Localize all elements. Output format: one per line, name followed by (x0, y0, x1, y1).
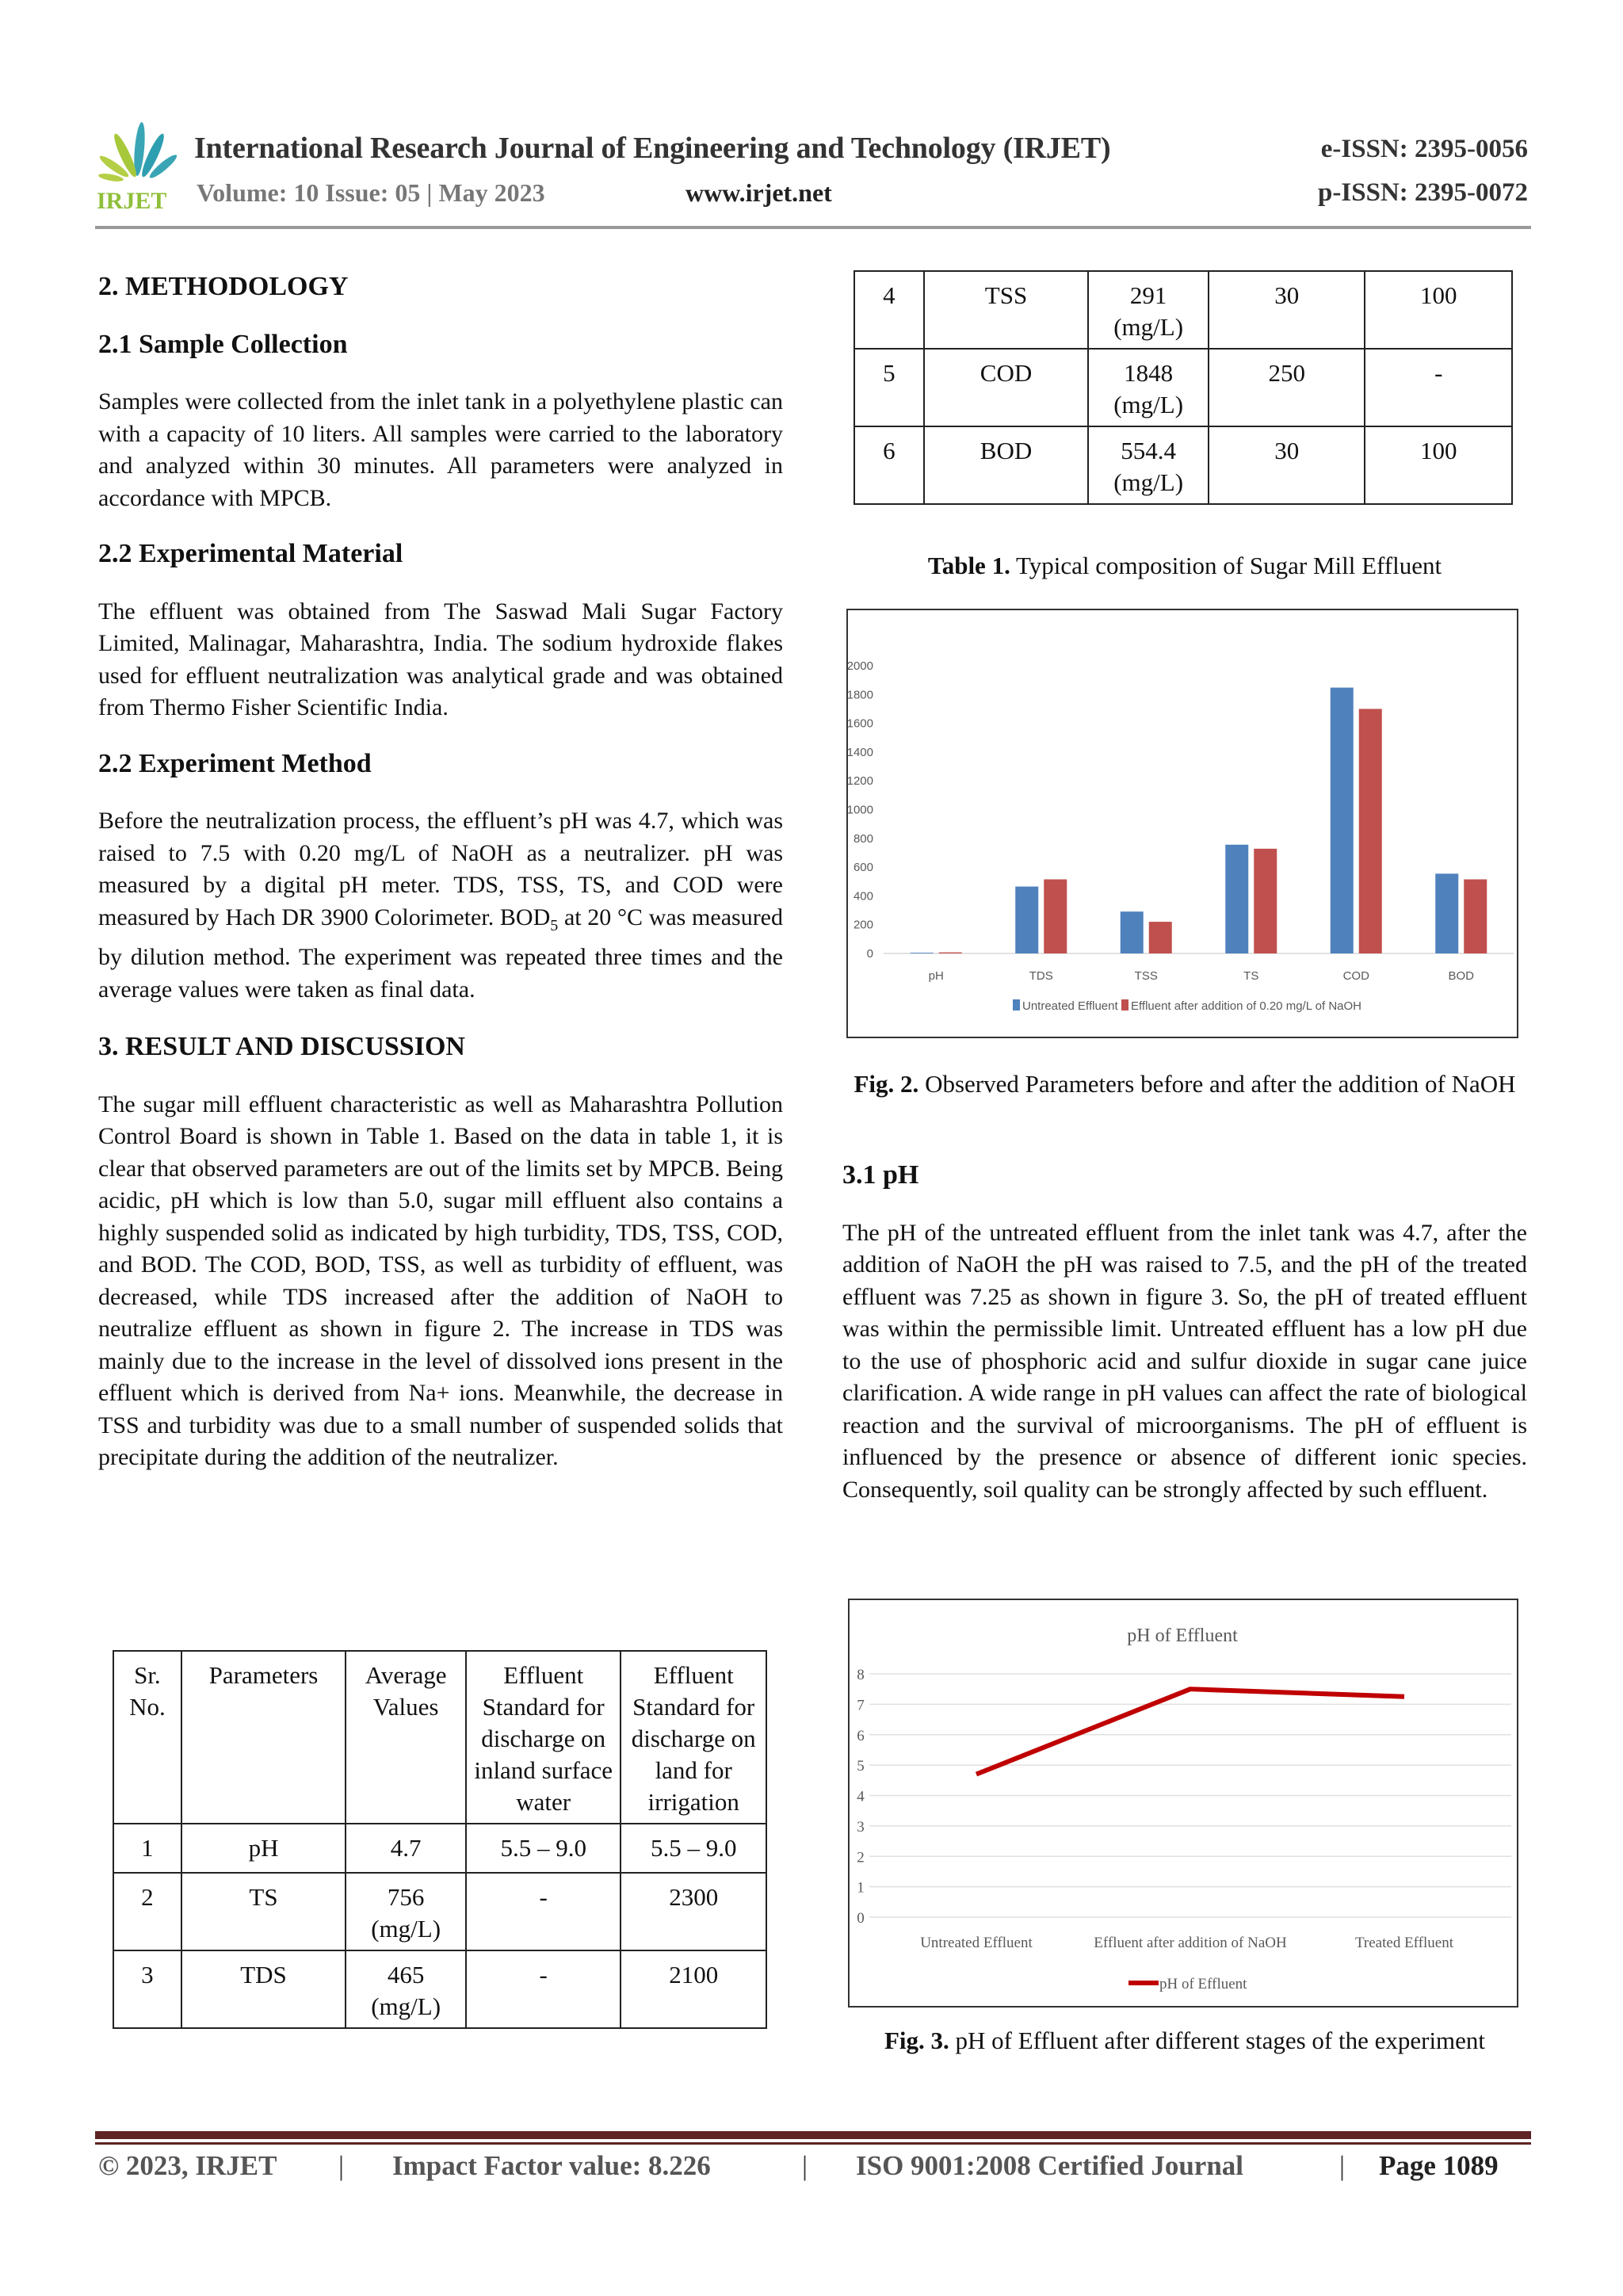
caption-label: Fig. 3. (884, 2027, 949, 2054)
y-tick-label: 0 (866, 947, 873, 961)
cell-avg (346, 1824, 466, 1873)
journal-website[interactable]: www.irjet.net (685, 178, 832, 207)
x-tick-label: TDS (1029, 969, 1053, 983)
paragraph-results: The sugar mill effluent characteristic as well as Maharashtra Pollution Control Board is shown in Table 1. Based on the data in table 1, it is clear that observed parameters are out of the limits set by MPCB. Being acidic, pH which is low than 5.0, sugar mill effluent also contains a highly suspended solid as indicated by high turbidity, TDS, TSS, COD, and BOD. The COD, BOD, TSS, as well as turbidity of effluent, was decreased, while TDS increased after the addition of NaOH to neutralize effluent as shown in figure 2. The increase in TDS was mainly due to the increase in the level of dissolved ions present in the effluent which is derived from Na+ ions. Meanwhile, the decrease in TSS and turbidity was due to a small number of suspended solids that precipitate during the addition of the neutralizer. (98, 1091, 783, 1470)
y-tick-label: 200 (853, 918, 873, 932)
x-tick-label: TSS (1134, 969, 1158, 983)
table-row (113, 1824, 766, 1873)
cell-param: TSS (924, 271, 1088, 349)
bar-ts-naoh (1254, 849, 1277, 953)
bar-tss-untreated (1121, 911, 1144, 953)
cell-param: BOD (924, 426, 1088, 504)
caption-text: Observed Parameters before and after the addition of NaOH (918, 1070, 1516, 1098)
cell-sr: 6 (854, 426, 924, 504)
bar-tds-untreated (1015, 887, 1038, 953)
x-tick-label: Untreated Effluent (920, 1935, 1033, 1951)
y-tick-label: 3 (857, 1818, 865, 1836)
bar-tds-naoh (1044, 880, 1067, 953)
legend-swatch (1121, 999, 1128, 1010)
legend-label: Untreated Effluent (1022, 999, 1118, 1013)
avg-unit: (mg/L) (371, 1915, 441, 1943)
bar-cod-naoh (1359, 709, 1382, 953)
caption-text: Typical composition of Sugar Mill Effluent (1010, 552, 1442, 579)
table-row (854, 426, 1512, 504)
volume-info: Volume: 10 Issue: 05 | May 2023 (197, 178, 545, 207)
caption-label: Table 1. (927, 552, 1010, 579)
irjet-logo (94, 117, 181, 212)
section-title-results: 3. RESULT AND DISCUSSION (98, 1032, 465, 1061)
table-row (854, 349, 1512, 426)
cell-avg (1088, 426, 1209, 504)
subsection-title-ph: 3.1 pH (842, 1160, 919, 1190)
footer-separator: | (802, 2150, 808, 2181)
cell-param: TDS (181, 1950, 346, 2028)
bar-chart-svg (848, 610, 1517, 1037)
p-issn: p-ISSN: 2395-0072 (1318, 178, 1528, 207)
right-column-section31 (842, 1159, 1527, 1506)
left-column (98, 271, 783, 1474)
y-tick-label: 1 (857, 1879, 865, 1897)
cell-sr: 1 (113, 1824, 181, 1873)
avg-value: 756 (387, 1883, 425, 1911)
cell-param: COD (924, 349, 1088, 426)
caption-text: pH of Effluent after different stages of the experiment (949, 2027, 1486, 2054)
x-tick-label: Effluent after addition of NaOH (1094, 1935, 1287, 1951)
legend-label: Effluent after addition of 0.20 mg/L of NaOH (1131, 999, 1362, 1013)
caption-label: Fig. 2. (854, 1070, 919, 1098)
x-tick-label: Treated Effluent (1354, 1935, 1454, 1951)
subsection-title-experimental-material: 2.2 Experimental Material (98, 539, 403, 568)
footer-rule-thin (95, 2142, 1531, 2145)
header-average-values: Average Values (346, 1651, 466, 1824)
chart-title: pH of Effluent (1127, 1626, 1238, 1646)
y-tick-label: 1400 (848, 745, 873, 759)
cell-land: 100 (1365, 426, 1512, 504)
y-tick-label: 600 (853, 861, 873, 875)
table1-caption (842, 552, 1527, 580)
header-parameters: Parameters (181, 1651, 346, 1824)
y-tick-label: 4 (857, 1788, 865, 1805)
y-tick-label: 0 (857, 1910, 865, 1927)
subsection-title-sample-collection: 2.1 Sample Collection (98, 329, 348, 359)
footer-rule-thick (95, 2131, 1531, 2139)
cell-avg (346, 1873, 466, 1950)
subsection-title-experiment-method: 2.2 Experiment Method (98, 748, 372, 778)
header-inland-standard: Effluent Standard for discharge on inland surface water (466, 1651, 621, 1824)
avg-value: 4.7 (390, 1834, 422, 1862)
footer-iso: ISO 9001:2008 Certified Journal (856, 2150, 1244, 2181)
subscript-5: 5 (550, 916, 559, 934)
cell-inland: 30 (1209, 271, 1365, 349)
cell-param: TS (181, 1873, 346, 1950)
legend-swatch (1013, 999, 1020, 1010)
y-tick-label: 8 (857, 1667, 865, 1683)
avg-value: 1848 (1124, 359, 1174, 387)
x-tick-label: BOD (1448, 969, 1475, 983)
paragraph-ph: The pH of the untreated effluent from the inlet tank was 4.7, after the addition of NaOH the pH was raised to 7.5, and the pH of the treated effluent was 7.25 as shown in figure 3. So, the pH of treated effluent was within the permissible limit. Untreated effluent has a low pH due to the use of phosphoric acid and sulfur dioxide in sugar cane juice clarification. A wide range in pH values can affect the rate of biological reaction and the survival of microorganisms. The pH of effluent is influenced by the presence or absence of different ionic species. Consequently, soil quality can be strongly affected by such effluent. (842, 1219, 1527, 1503)
y-tick-label: 800 (853, 831, 873, 846)
cell-land: 2100 (621, 1950, 766, 2028)
y-tick-label: 2000 (848, 659, 873, 673)
cell-avg (1088, 271, 1209, 349)
cell-avg (1088, 349, 1209, 426)
y-tick-label: 7 (857, 1697, 865, 1714)
cell-sr: 2 (113, 1873, 181, 1950)
footer-impact-factor: Impact Factor value: 8.226 (392, 2150, 711, 2181)
header-land-standard: Effluent Standard for discharge on land for irrigation (621, 1651, 766, 1824)
bar-ts-untreated (1225, 845, 1248, 953)
cell-sr: 5 (854, 349, 924, 426)
footer-page-number: Page 1089 (1379, 2150, 1499, 2181)
leaf-logo-icon (94, 117, 181, 212)
y-tick-label: 1600 (848, 716, 873, 731)
y-tick-label: 1000 (848, 803, 873, 817)
cell-land: - (1365, 349, 1512, 426)
y-tick-label: 2 (857, 1849, 865, 1866)
ph-line-series (976, 1689, 1404, 1774)
cell-inland: 250 (1209, 349, 1365, 426)
x-tick-label: COD (1342, 969, 1369, 983)
avg-value: 291 (1129, 281, 1167, 309)
bar-cod-untreated (1331, 688, 1354, 953)
table1-part2 (854, 270, 1513, 505)
x-tick-label: TS (1243, 969, 1259, 983)
cell-land: 100 (1365, 271, 1512, 349)
fig3-caption (842, 2024, 1527, 2057)
paragraph-experimental-material: The effluent was obtained from The Saswad Mali Sugar Factory Limited, Malinagar, Maharashtra, India. The sodium hydroxide flakes used for effluent neutralization was analytical grade and was obtained from Thermo Fisher Scientific India. (98, 598, 783, 720)
avg-unit: (mg/L) (1113, 468, 1184, 496)
line-chart-svg (850, 1600, 1517, 2006)
e-issn: e-ISSN: 2395-0056 (1320, 135, 1528, 163)
method-text-b: at 20 °C was measured by dilution method. The experiment was repeated three times and the average values were taken as final data. (98, 904, 783, 1003)
table-header-row (113, 1651, 766, 1824)
paragraph-sample-collection: Samples were collected from the inlet tank in a polyethylene plastic can with a capacity of 10 liters. All samples were carried to the laboratory and analyzed within 30 minutes. All parameters were analyzed in accordance with MPCB. (98, 388, 783, 511)
cell-sr: 4 (854, 271, 924, 349)
x-tick-label: pH (928, 969, 944, 983)
header-sr-no: Sr. No. (113, 1651, 181, 1824)
avg-value: 465 (387, 1961, 425, 1988)
cell-avg (346, 1950, 466, 2028)
avg-unit: (mg/L) (1113, 391, 1184, 418)
avg-unit: (mg/L) (371, 1992, 441, 2020)
logo-text: IRJET (97, 188, 167, 212)
y-tick-label: 1200 (848, 774, 873, 789)
y-tick-label: 6 (857, 1727, 865, 1744)
cell-inland: - (466, 1950, 621, 2028)
bar-tss-naoh (1149, 922, 1172, 953)
bar-bod-naoh (1464, 880, 1487, 953)
cell-inland: 5.5 – 9.0 (466, 1824, 621, 1873)
fig3-line-chart (848, 1599, 1518, 2008)
avg-value: 554.4 (1121, 437, 1177, 464)
footer-copyright: © 2023, IRJET (98, 2150, 277, 2181)
y-tick-label: 400 (853, 889, 873, 904)
header-divider (95, 226, 1531, 229)
footer-separator: | (1339, 2150, 1346, 2181)
footer-separator: | (338, 2150, 345, 2181)
cell-inland: 30 (1209, 426, 1365, 504)
table-row (113, 1950, 766, 2028)
journal-title: International Research Journal of Engineering and Technology (IRJET) (194, 132, 1111, 165)
cell-land: 5.5 – 9.0 (621, 1824, 766, 1873)
y-tick-label: 5 (857, 1758, 865, 1775)
fig2-bar-chart (846, 609, 1518, 1038)
method-text-a: Before the neutralization process, the effluent’s pH was 4.7, which was raised to 7.5 with 0.20 mg/L of NaOH as a neutralizer. pH was measured by a digital pH meter. TDS, TSS, TS, and COD were measured by Hach DR 3900 Colorimeter. BOD (98, 808, 783, 930)
table-row (113, 1873, 766, 1950)
legend-label: pH of Effluent (1159, 1976, 1247, 1992)
cell-param: pH (181, 1824, 346, 1873)
paragraph-experiment-method (98, 805, 783, 1006)
section-title-methodology: 2. METHODOLOGY (98, 272, 349, 301)
avg-unit: (mg/L) (1113, 313, 1184, 341)
table-row (854, 271, 1512, 349)
table1-part1 (113, 1650, 767, 2029)
y-tick-label: 1800 (848, 688, 873, 702)
bar-bod-untreated (1435, 873, 1458, 953)
cell-land: 2300 (621, 1873, 766, 1950)
fig2-caption (842, 1068, 1527, 1100)
cell-sr: 3 (113, 1950, 181, 2028)
cell-inland: - (466, 1873, 621, 1950)
